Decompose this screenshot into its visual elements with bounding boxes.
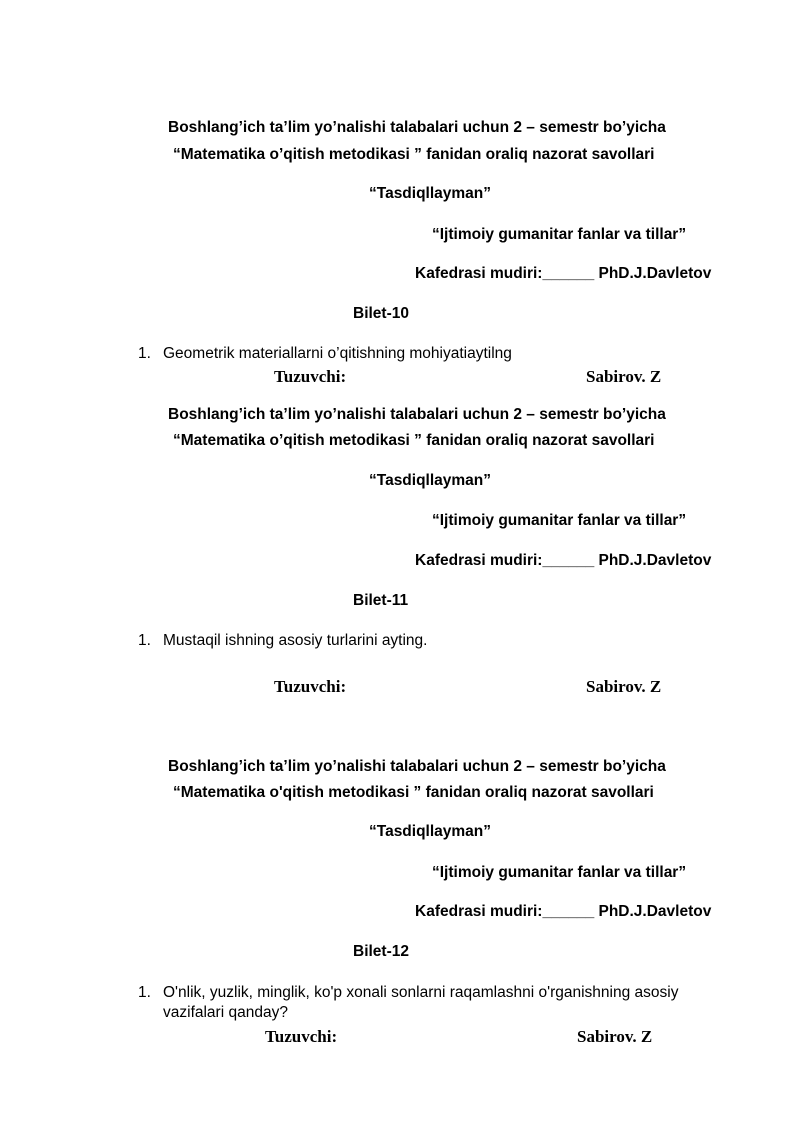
header-line-1: Boshlang’ich ta’lim yo’nalishi talabalari uchun 2 – semestr bo’yicha <box>168 119 666 136</box>
author-label: Tuzuvchi: <box>274 677 347 696</box>
header-line-2: “Matematika o’qitish metodikasi ” fanidan oraliq nazorat savollari <box>173 432 655 449</box>
author-name: Sabirov. Z <box>586 367 662 386</box>
question-number: 1. <box>138 345 151 362</box>
question-text: Geometrik materiallarni o’qitishning mohiyatiaytilng <box>163 345 512 362</box>
header-line-2: “Matematika o'qitish metodikasi ” fanidan oraliq nazorat savollari <box>173 784 654 801</box>
question-number: 1. <box>138 984 151 1001</box>
department-name: “Ijtimoiy gumanitar fanlar va tillar” <box>432 512 687 529</box>
department-head: Kafedrasi mudiri:______ PhD.J.Davletov <box>415 552 712 569</box>
department-head: Kafedrasi mudiri:______ PhD.J.Davletov <box>415 265 712 282</box>
author-name: Sabirov. Z <box>577 1027 653 1046</box>
author-name: Sabirov. Z <box>586 677 662 696</box>
approval-label: “Tasdiqllayman” <box>369 472 492 489</box>
author-label: Tuzuvchi: <box>274 367 347 386</box>
ticket-number: Bilet-10 <box>353 305 409 322</box>
header-line-2: “Matematika o’qitish metodikasi ” fanidan oraliq nazorat savollari <box>173 146 655 163</box>
approval-label: “Tasdiqllayman” <box>369 823 492 840</box>
approval-label: “Tasdiqllayman” <box>369 185 492 202</box>
department-name: “Ijtimoiy gumanitar fanlar va tillar” <box>432 226 687 243</box>
header-line-1: Boshlang’ich ta’lim yo’nalishi talabalari uchun 2 – semestr bo’yicha <box>168 758 666 775</box>
department-head: Kafedrasi mudiri:______ PhD.J.Davletov <box>415 903 712 920</box>
author-label: Tuzuvchi: <box>265 1027 338 1046</box>
question-number: 1. <box>138 632 151 649</box>
question-text: O'nlik, yuzlik, minglik, ko'p xonali sonlarni raqamlashni o'rganishning asosiy vazifalari qanday? <box>163 984 679 1021</box>
question-text: Mustaqil ishning asosiy turlarini ayting. <box>163 632 428 649</box>
header-line-1: Boshlang’ich ta’lim yo’nalishi talabalari uchun 2 – semestr bo’yicha <box>168 406 666 423</box>
ticket-number: Bilet-12 <box>353 943 409 960</box>
ticket-number: Bilet-11 <box>353 592 409 609</box>
department-name: “Ijtimoiy gumanitar fanlar va tillar” <box>432 864 687 881</box>
